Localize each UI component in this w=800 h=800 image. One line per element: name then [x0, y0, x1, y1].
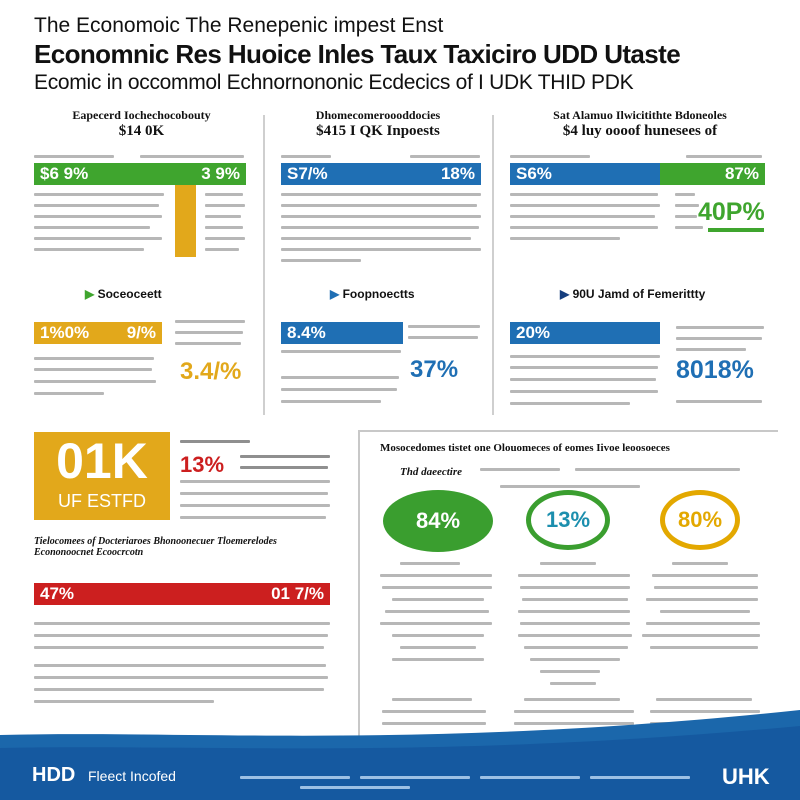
title-line-3: Ecomic in occommol Echnornononic Ecdecics of I UDK THID PDK: [34, 71, 634, 94]
text-placeholder-line: [590, 776, 690, 779]
stat-bar: [510, 322, 660, 344]
text-placeholder-line: [205, 226, 243, 229]
text-placeholder-line: [240, 776, 350, 779]
text-placeholder-line: [522, 598, 628, 601]
footer-logo-left: HDD: [32, 764, 76, 786]
highlight-stat: 13%: [180, 452, 225, 477]
panel-title: Mosocedomes tistet one Olouomeces of eomes Iivoe leoosoeces: [380, 442, 670, 454]
text-placeholder-line: [240, 455, 330, 458]
text-placeholder-line: [510, 378, 656, 381]
arrow-icon: ▶: [560, 287, 570, 301]
text-placeholder-line: [34, 155, 114, 158]
text-placeholder-line: [300, 786, 410, 789]
text-placeholder-line: [675, 215, 697, 218]
stat-bar-left: 8.4%: [287, 323, 326, 342]
stat-bar-red: [34, 583, 330, 605]
text-placeholder-line: [646, 622, 760, 625]
panel-label: Thd daeectire: [400, 466, 463, 478]
column-heading: Dhomecomeroooddocies: [315, 108, 441, 122]
page-title: [34, 14, 774, 96]
text-placeholder-line: [410, 155, 480, 158]
stat-bar-left: $6 9%: [40, 164, 89, 183]
section-heading-2: Econonoocnet Ecoocrcotn: [34, 547, 144, 558]
text-placeholder-line: [520, 622, 630, 625]
text-placeholder-line: [540, 562, 596, 565]
top-column-3: [505, 108, 775, 140]
text-placeholder-line: [575, 468, 740, 471]
text-placeholder-line: [240, 466, 328, 469]
stat-circle: 84%: [383, 490, 493, 552]
text-placeholder-line: [550, 682, 596, 685]
top-column-2: [272, 108, 484, 140]
text-placeholder-line: [675, 193, 695, 196]
text-placeholder-line: [180, 480, 330, 483]
stat-bar: [660, 163, 765, 185]
text-placeholder-line: [524, 646, 628, 649]
text-placeholder-line: [34, 215, 162, 218]
stat-bar: [34, 322, 162, 344]
column-heading: Eapecerd Iochechocobouty: [72, 108, 211, 122]
text-placeholder-line: [281, 388, 397, 391]
stat-bar-right: 18%: [440, 164, 475, 183]
text-placeholder-line: [510, 215, 655, 218]
column-subheading: $14 0K: [118, 123, 165, 139]
text-placeholder-line: [175, 331, 243, 334]
text-placeholder-line: [281, 215, 481, 218]
text-placeholder-line: [34, 193, 164, 196]
text-placeholder-line: [34, 664, 326, 667]
text-placeholder-line: [520, 586, 630, 589]
text-placeholder-line: [34, 204, 159, 207]
divider: [263, 115, 265, 415]
text-placeholder-line: [392, 598, 484, 601]
text-placeholder-line: [676, 337, 762, 340]
text-placeholder-line: [518, 574, 630, 577]
stat-bar-left: 20%: [516, 323, 551, 342]
text-placeholder-line: [380, 574, 492, 577]
text-placeholder-line: [34, 237, 162, 240]
stat-bar: [281, 163, 481, 185]
title-line-2: Economnic Res Huoice Inles Taux Taxiciro UDD Utaste: [34, 39, 681, 69]
top-column-1: [34, 108, 249, 140]
text-placeholder-line: [281, 400, 381, 403]
text-placeholder-line: [392, 634, 484, 637]
text-placeholder-line: [205, 215, 241, 218]
text-placeholder-line: [518, 610, 630, 613]
text-placeholder-line: [281, 226, 479, 229]
text-placeholder-line: [380, 622, 492, 625]
text-placeholder-line: [400, 646, 476, 649]
text-placeholder-line: [34, 634, 328, 637]
text-placeholder-line: [34, 226, 150, 229]
text-placeholder-line: [205, 204, 245, 207]
big-stat: 37%: [410, 356, 459, 383]
text-placeholder-line: [510, 355, 660, 358]
stat-circle: 80%: [660, 490, 740, 550]
text-placeholder-line: [675, 204, 699, 207]
text-placeholder-line: [540, 670, 600, 673]
text-placeholder-line: [510, 204, 660, 207]
text-placeholder-line: [140, 155, 244, 158]
text-placeholder-line: [530, 658, 620, 661]
stat-bar-right: 87%: [724, 164, 759, 183]
column-subheading: $415 I QK Inpoests: [316, 123, 440, 139]
text-placeholder-line: [205, 248, 239, 251]
highlight-big: 01K: [56, 433, 148, 489]
text-placeholder-line: [510, 226, 658, 229]
callout-underline: [708, 228, 764, 232]
text-placeholder-line: [34, 357, 154, 360]
text-placeholder-line: [281, 204, 477, 207]
text-placeholder-line: [281, 376, 399, 379]
stat-bar-right: 01 7/%: [271, 584, 324, 603]
text-placeholder-line: [205, 237, 245, 240]
text-placeholder-line: [281, 259, 361, 262]
text-placeholder-line: [510, 390, 658, 393]
section-heading-1: Tielocomees of Docteriaroes Bhonoonecuer Tloemerelodes: [34, 536, 277, 547]
text-placeholder-line: [510, 402, 630, 405]
text-placeholder-line: [34, 368, 152, 371]
text-placeholder-line: [392, 658, 484, 661]
text-placeholder-line: [510, 366, 658, 369]
text-placeholder-line: [480, 776, 580, 779]
text-placeholder-line: [408, 336, 478, 339]
section-heading: ▶ Soceoceett: [85, 287, 162, 301]
text-placeholder-line: [180, 516, 326, 519]
stat-bar-left: S6%: [516, 164, 552, 183]
arrow-icon: ▶: [330, 287, 340, 301]
footer-logo-right: UHK: [722, 764, 770, 789]
text-placeholder-line: [672, 562, 728, 565]
callout-stat: 40P%: [698, 198, 765, 226]
text-placeholder-line: [34, 380, 156, 383]
column-subheading: $4 luy oooof hunesees of: [562, 123, 718, 139]
section-heading: ▶ Foopnoectts: [330, 287, 415, 301]
text-placeholder-line: [34, 676, 328, 679]
stat-bar: [281, 322, 403, 344]
big-stat: 3.4/%: [180, 358, 242, 385]
text-placeholder-line: [510, 155, 590, 158]
footer-text-left: Fleect Incofed: [88, 768, 176, 784]
text-placeholder-line: [408, 325, 480, 328]
text-placeholder-line: [34, 646, 324, 649]
title-line-1: The Economoic The Renepenic impest Enst: [34, 14, 444, 37]
stat-bar-right: 9/%: [126, 323, 156, 342]
text-placeholder-line: [281, 237, 471, 240]
highlight-box: [34, 432, 170, 520]
text-placeholder-line: [510, 193, 658, 196]
text-placeholder-line: [646, 598, 758, 601]
big-stat: 8018%: [676, 356, 754, 384]
arrow-icon: ▶: [85, 287, 95, 301]
divider: [492, 115, 494, 415]
text-placeholder-line: [382, 586, 492, 589]
text-placeholder-line: [510, 237, 620, 240]
stat-bar-left: 47%: [40, 584, 75, 603]
text-placeholder-line: [281, 155, 331, 158]
stat-bar: [510, 163, 660, 185]
stat-bar-left: 1%0%: [40, 323, 90, 342]
stat-bar-right: 3 9%: [201, 164, 240, 183]
text-placeholder-line: [281, 193, 481, 196]
text-placeholder-line: [281, 248, 481, 251]
highlight-sub: UF ESTFD: [58, 491, 146, 511]
text-placeholder-line: [34, 392, 104, 395]
text-placeholder-line: [34, 248, 144, 251]
text-placeholder-line: [175, 342, 241, 345]
text-placeholder-line: [654, 586, 758, 589]
text-placeholder-line: [175, 320, 245, 323]
text-placeholder-line: [500, 485, 640, 488]
text-placeholder-line: [652, 574, 758, 577]
column-heading: Sat Alamuo Ilwicitithte Bdoneoles: [553, 108, 727, 122]
text-placeholder-line: [660, 610, 750, 613]
stat-bar-left: S7/%: [287, 164, 328, 183]
text-placeholder-line: [180, 440, 250, 443]
text-placeholder-line: [480, 468, 560, 471]
text-placeholder-line: [518, 634, 632, 637]
text-placeholder-line: [676, 348, 746, 351]
text-placeholder-line: [205, 193, 243, 196]
text-placeholder-line: [676, 326, 764, 329]
text-placeholder-line: [650, 646, 758, 649]
section-heading: ▶ 90U Jamd of Femerittty: [560, 287, 706, 301]
stat-circle: 13%: [526, 490, 610, 550]
text-placeholder-line: [281, 350, 401, 353]
footer: [0, 750, 800, 800]
text-placeholder-line: [360, 776, 470, 779]
text-placeholder-line: [676, 400, 762, 403]
text-placeholder-line: [385, 610, 489, 613]
stat-bar: [34, 163, 246, 185]
text-placeholder-line: [34, 622, 330, 625]
bottom-left-heading: [34, 536, 334, 558]
text-placeholder-line: [180, 504, 330, 507]
text-placeholder-line: [180, 492, 328, 495]
text-placeholder-line: [400, 562, 460, 565]
text-placeholder-line: [642, 634, 760, 637]
gold-accent-block: [175, 185, 196, 257]
text-placeholder-line: [686, 155, 762, 158]
